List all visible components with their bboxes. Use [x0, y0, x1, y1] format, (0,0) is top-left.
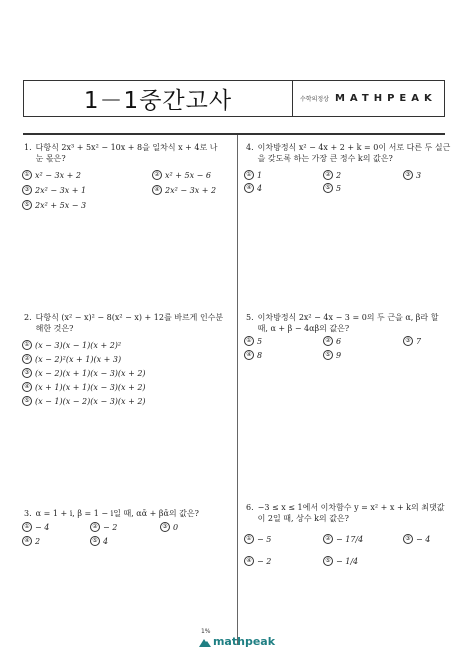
option-3[interactable]: ③ (x − 2)(x + 1)(x − 3)(x + 2) [22, 368, 146, 378]
option-2[interactable]: ② − 17/4 [323, 534, 363, 544]
question-number: 3. [24, 509, 32, 518]
option-marker: ① [22, 170, 32, 180]
option-marker: ⑤ [323, 556, 333, 566]
question-number: 5. [246, 313, 254, 322]
header-rule [23, 133, 445, 135]
option-2[interactable]: ② (x − 2)²(x + 1)(x + 3) [22, 354, 121, 364]
option-1[interactable]: ① x² − 3x + 2 [22, 170, 81, 180]
option-4[interactable]: ④ 4 [244, 183, 262, 193]
header-divider [292, 81, 293, 116]
option-marker: ④ [152, 185, 162, 195]
option-2[interactable]: ② 2 [323, 170, 341, 180]
brand-subtitle: 수학의정상 [300, 96, 329, 103]
option-marker: ③ [22, 185, 32, 195]
option-5[interactable]: ⑤ 4 [90, 536, 108, 546]
question-number: 6. [246, 503, 254, 512]
question-number: 2. [24, 313, 32, 322]
question-number: 1. [24, 143, 32, 152]
option-1[interactable]: ① − 4 [22, 522, 49, 532]
option-marker: ② [323, 534, 333, 544]
option-marker: ⑤ [323, 350, 333, 360]
option-marker: ③ [403, 534, 413, 544]
page-title: 1－1중간고사 [83, 88, 233, 114]
option-2[interactable]: ② − 2 [90, 522, 117, 532]
option-marker: ⑤ [323, 183, 333, 193]
question-text: 이차방정식 2x² − 4x − 3 = 0의 두 근을 α, β라 할 때, α + β − 4αβ의 값은? [257, 313, 439, 333]
column-divider [237, 135, 238, 645]
option-marker: ② [323, 336, 333, 346]
brand-name: MATHPEAK [334, 93, 437, 104]
brand [300, 81, 437, 116]
option-4[interactable]: ④ 8 [244, 350, 262, 360]
option-marker: ① [22, 522, 32, 532]
question-4 [246, 142, 451, 164]
option-3[interactable]: ③ 7 [403, 336, 421, 346]
option-marker: ④ [22, 382, 32, 392]
question-2 [24, 312, 224, 334]
option-5[interactable]: ⑤ (x − 1)(x − 2)(x − 3)(x + 2) [22, 396, 146, 406]
option-marker: ① [22, 340, 32, 350]
question-text: α = 1 + i, β = 1 − i일 때, αᾱ + βᾱ의 값은? [35, 509, 199, 518]
option-4[interactable]: ④ 2 [22, 536, 40, 546]
option-1[interactable]: ① (x − 3)(x − 1)(x + 2)² [22, 340, 121, 350]
option-marker: ② [152, 170, 162, 180]
mountain-icon [199, 637, 211, 647]
option-marker: ① [244, 534, 254, 544]
question-5 [246, 312, 451, 334]
option-marker: ② [323, 170, 333, 180]
option-3[interactable]: ③ − 4 [403, 534, 430, 544]
option-5[interactable]: ⑤ − 1/4 [323, 556, 358, 566]
mathpeak-logo [199, 628, 275, 648]
logo-percent: 1% [200, 628, 211, 635]
option-marker: ④ [22, 536, 32, 546]
option-marker: ③ [160, 522, 170, 532]
option-1[interactable]: ① − 5 [244, 534, 271, 544]
option-3[interactable]: ③ 0 [160, 522, 178, 532]
option-marker: ② [90, 522, 100, 532]
logo-word: mathpeak [212, 635, 276, 648]
question-6 [246, 502, 451, 524]
option-3[interactable]: ③ 2x² − 3x + 1 [22, 185, 86, 195]
question-text: 다항식 (x² − x)² − 8(x² − x) + 12를 바르게 인수분해한 것은? [35, 313, 224, 333]
option-4[interactable]: ④ 2x² − 3x + 2 [152, 185, 216, 195]
option-marker: ③ [22, 368, 32, 378]
footer [0, 628, 474, 648]
option-marker: ④ [244, 556, 254, 566]
question-text: 이차방정식 x² − 4x + 2 + k = 0이 서로 다른 두 실근을 갖도록 하는 가장 큰 정수 k의 값은? [257, 143, 451, 163]
question-number: 4. [246, 143, 254, 152]
option-5[interactable]: ⑤ 9 [323, 350, 341, 360]
option-4[interactable]: ④ − 2 [244, 556, 271, 566]
option-marker: ② [22, 354, 32, 364]
question-3 [24, 508, 229, 519]
option-5[interactable]: ⑤ 5 [323, 183, 341, 193]
option-marker: ④ [244, 183, 254, 193]
option-marker: ① [244, 336, 254, 346]
option-2[interactable]: ② x² + 5x − 6 [152, 170, 211, 180]
question-text: 다항식 2x³ + 5x² − 10x + 8을 일차식 x + 4로 나눈 몫은? [35, 143, 218, 163]
option-marker: ③ [403, 336, 413, 346]
question-text: −3 ≤ x ≤ 1에서 이차함수 y = x² + x + k의 최댓값이 2일 때, 상수 k의 값은? [257, 503, 445, 523]
header-box [23, 80, 445, 117]
option-marker: ⑤ [22, 200, 32, 210]
option-5[interactable]: ⑤ 2x² + 5x − 3 [22, 200, 86, 210]
option-1[interactable]: ① 1 [244, 170, 262, 180]
option-1[interactable]: ① 5 [244, 336, 262, 346]
option-marker: ③ [403, 170, 413, 180]
question-1 [24, 142, 224, 164]
option-4[interactable]: ④ (x + 1)(x + 1)(x − 3)(x + 2) [22, 382, 146, 392]
option-marker: ④ [244, 350, 254, 360]
option-marker: ① [244, 170, 254, 180]
option-marker: ⑤ [90, 536, 100, 546]
option-marker: ⑤ [22, 396, 32, 406]
option-2[interactable]: ② 6 [323, 336, 341, 346]
option-3[interactable]: ③ 3 [403, 170, 421, 180]
